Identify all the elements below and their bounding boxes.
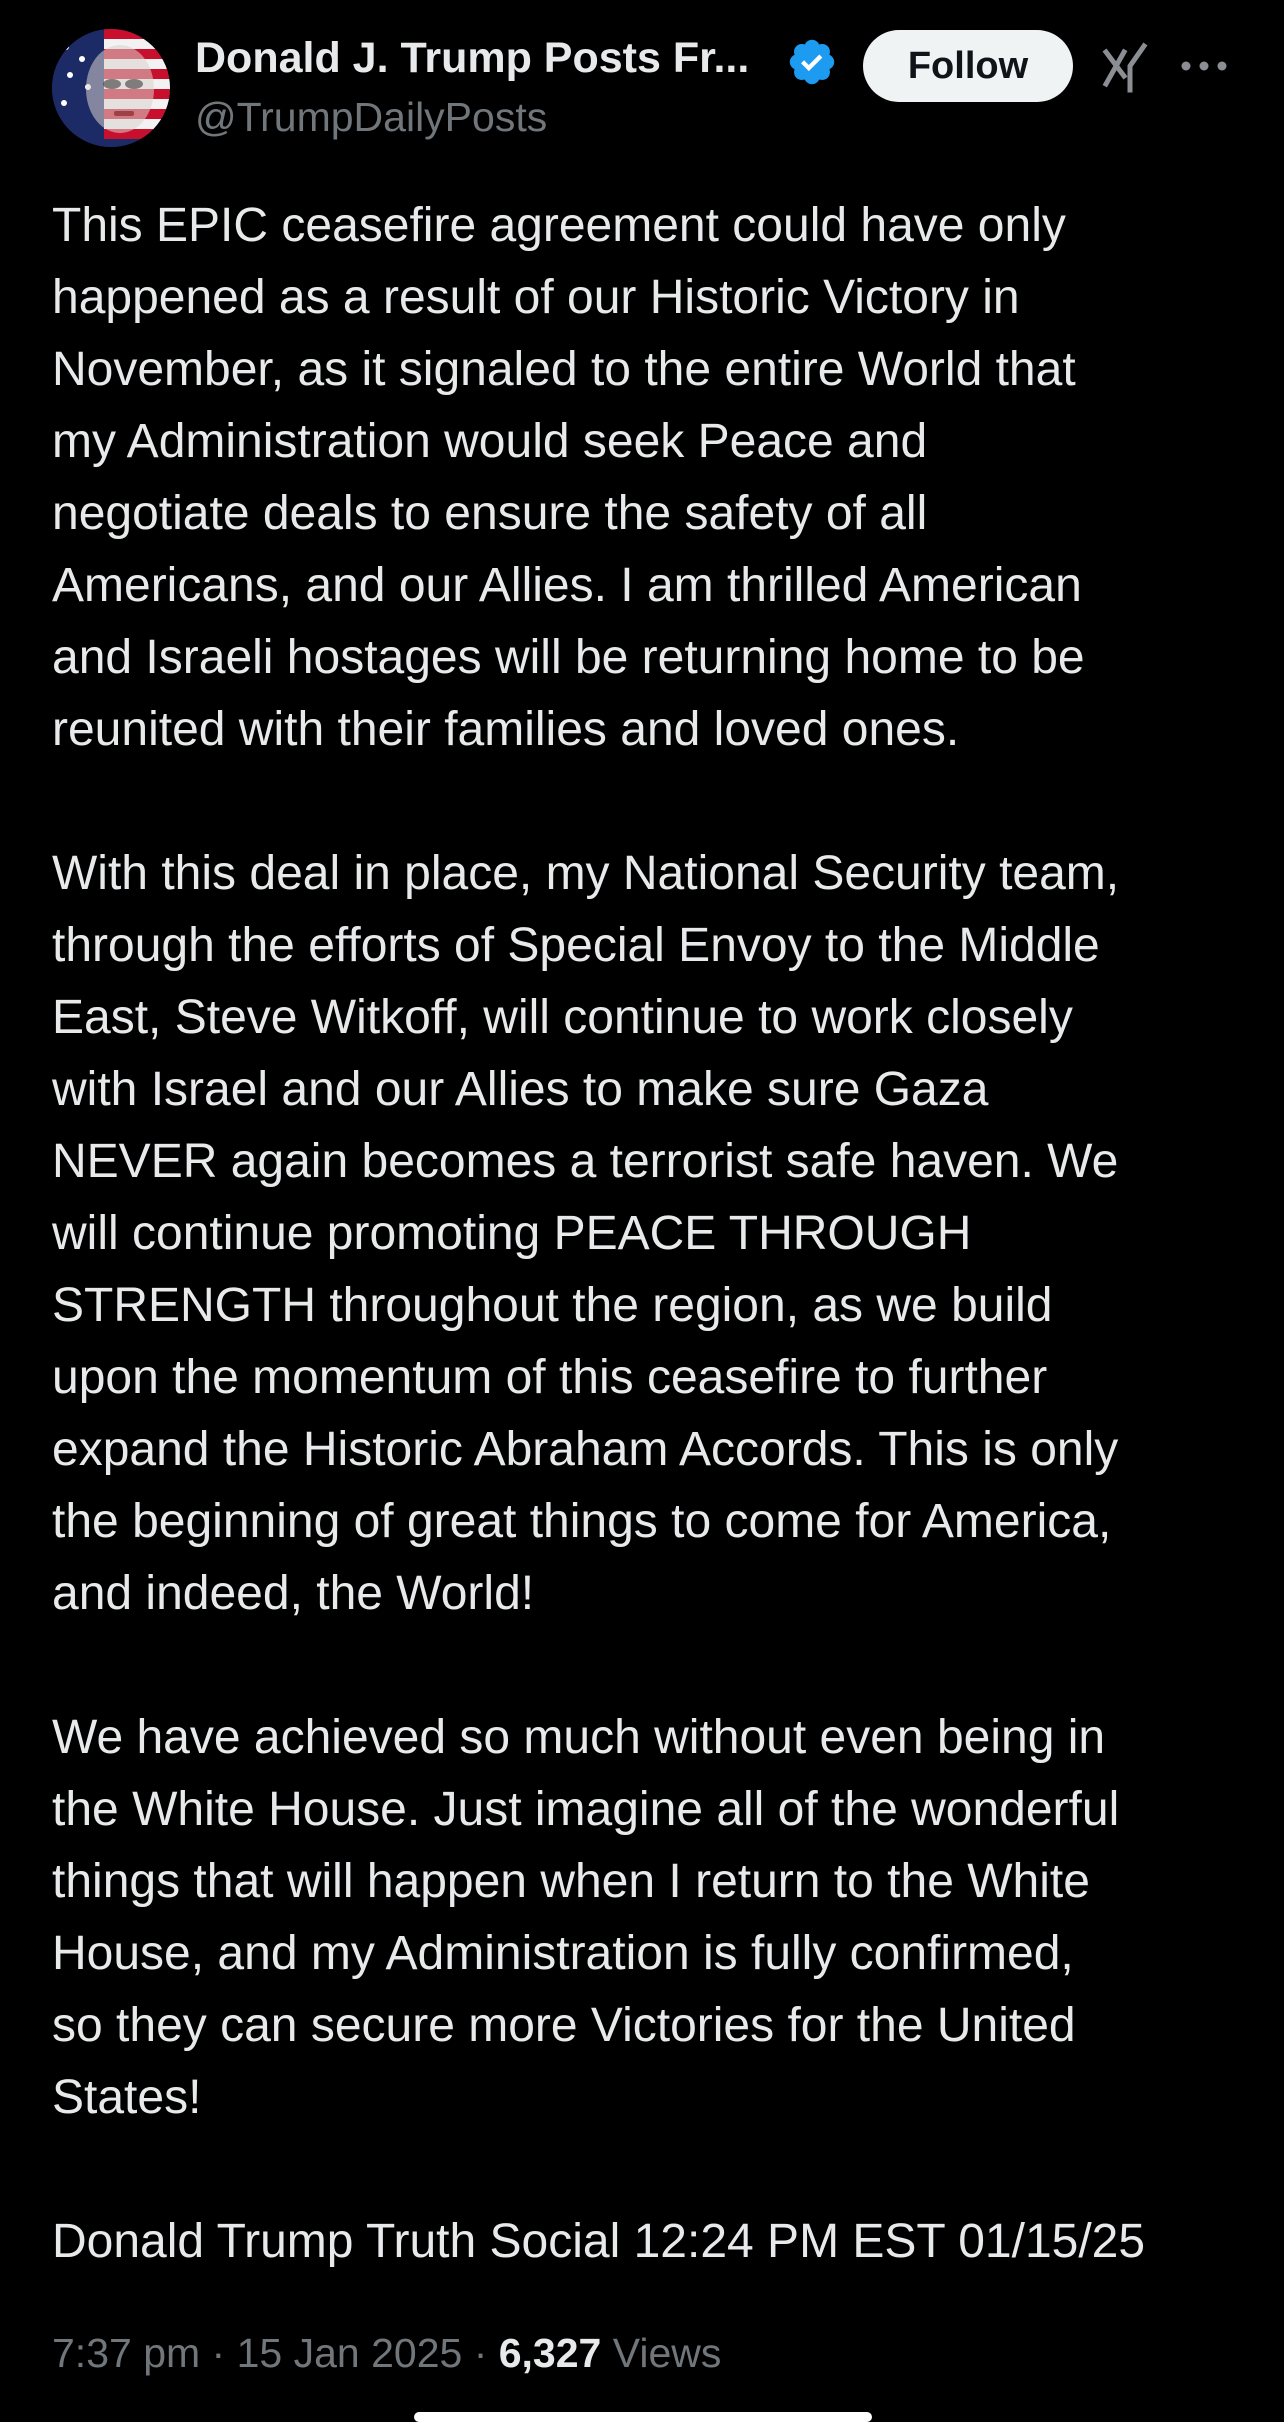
user-handle[interactable]: @TrumpDailyPosts — [195, 94, 548, 140]
views-count[interactable]: 6,327 — [498, 2330, 602, 2376]
display-name[interactable]: Donald J. Trump Posts Fr... — [195, 34, 750, 82]
views-label[interactable]: Views — [601, 2330, 722, 2376]
more-options-icon[interactable] — [1178, 52, 1230, 80]
post-time[interactable]: 7:37 pm — [52, 2330, 201, 2376]
grok-icon[interactable] — [1098, 40, 1154, 96]
post-text — [52, 190, 1242, 2278]
post-paragraph-2: With this deal in place, my National Security team, through the efforts of Special Envoy to the Middle East, Steve Witkoff, will continue to work closely with Israel and our Allies to make sure Gaza NEVER again becomes a terrorist safe haven. We will continue promoting PEACE THROUGH STRENGTH throughout the region, as we build upon the momentum of this ceasefire to further expand the Historic Abraham Accords. This is only the beginning of great things to come for America, and indeed, the World! — [52, 847, 1120, 1620]
post-paragraph-3: We have achieved so much without even being in the White House. Just imagine all of the wonderful things that will happen when I return to the White House, and my Administration is fully confirmed, so they can secure more Victories for the United States! — [52, 1711, 1120, 2124]
post-date[interactable]: 15 Jan 2025 — [236, 2330, 463, 2376]
follow-button[interactable]: Follow — [863, 30, 1073, 102]
post-paragraph-1: This EPIC ceasefire agreement could have only happened as a result of our Historic Victory in November, as it signaled to the entire World that my Administration would seek Peace and negotiate deals to ensure the safety of all Americans, and our Allies. I am thrilled American and Israeli hostages will be returning home to be reunited with their families and loved ones. — [52, 199, 1085, 756]
post-metadata — [52, 2330, 721, 2377]
verified-badge-icon — [786, 36, 838, 88]
home-indicator[interactable] — [414, 2412, 872, 2422]
post-header — [0, 0, 1284, 160]
flag-portrait-avatar-icon — [52, 29, 170, 147]
meta-separator: · — [200, 2330, 237, 2376]
meta-separator: · — [462, 2330, 499, 2376]
avatar[interactable] — [52, 29, 170, 147]
post-signature: Donald Trump Truth Social 12:24 PM EST 01/15/25 — [52, 2215, 1146, 2268]
